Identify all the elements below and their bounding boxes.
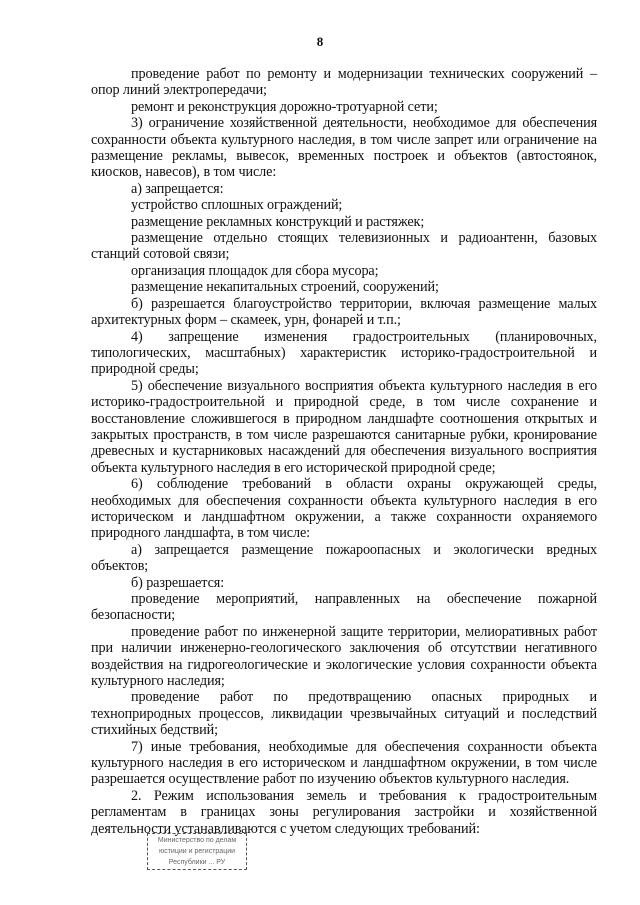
paragraph: размещение некапитальных строений, сооружений; [131, 279, 439, 296]
paragraph: ремонт и реконструкция дорожно-тротуарной сети; [131, 98, 438, 115]
paragraph: 7) иные требования, необходимые для обеспечения сохранности объекта культурного наследия в его историческом и ландшафтном окружении, в том числе разрешается осуществление работ по изучению объектов культурного наследия. [91, 738, 597, 788]
paragraph: проведение работ по предотвращению опасных природных и техноприродных процессов, ликвидации чрезвычайных ситуаций и последствий стихийных бедствий; [91, 689, 597, 739]
paragraph: размещение рекламных конструкций и растяжек; [131, 213, 425, 230]
paragraph: б) разрешается: [131, 574, 225, 591]
paragraph: размещение отдельно стоящих телевизионных и радиоантенн, базовых станций сотовой связи; [91, 230, 597, 263]
paragraph: организация площадок для сбора мусора; [131, 262, 379, 279]
stamp-line: Министерство по делам [157, 837, 237, 844]
document-body [91, 66, 597, 837]
paragraph: б) разрешается благоустройство территории, включая размещение малых архитектурных форм – скамеек, урн, фонарей и т.п.; [91, 295, 597, 329]
paragraph: а) запрещается размещение пожароопасных и экологически вредных объектов; [91, 541, 597, 575]
paragraph: проведение работ по ремонту и модернизации технических сооружений – опор линий электропередачи; [91, 66, 597, 99]
paragraph: а) запрещается: [131, 180, 224, 197]
paragraph: 3) ограничение хозяйственной деятельности, необходимое для обеспечения сохранности объекта культурного наследия, в том числе запрет или ограничение на размещение рекламы, вывесок, временных построек и объектов (автостоянок, киосков, навесов), в том числе: [91, 115, 597, 181]
paragraph: устройство сплошных ограждений; [131, 197, 343, 214]
paragraph: проведение работ по инженерной защите территории, мелиоративных работ при наличии инженерно-геологического заключения об отсутствии негативного воздействия на гидрогеологические и экологические условия сохранности объекта культурного наследия; [91, 623, 597, 690]
paragraph: 6) соблюдение требований в области охраны окружающей среды, необходимых для обеспечения сохранности объекта культурного наследия в его историческом и ландшафтном окружении, а также сохранности охраняемого природного ландшафта, в том числе: [91, 476, 597, 542]
paragraph: 2. Режим использования земель и требования к градостроительным регламентам в границах зоны регулирования застройки и хозяйственной деятельности устанавливаются с учетом следующих требований: [91, 787, 597, 837]
paragraph: 5) обеспечение визуального восприятия объекта культурного наследия в его историко-градостроительной и природной среде, в том числе сохранение и восстановление сложившегося в природном ландшафте соотношения открытых и закрытых пространств, в том числе разрешаются санитарные рубки, кронирование древесных и кустарниковых насаждений для обеспечения визуального восприятия объекта культурного наследия в его исторической природной среде; [91, 377, 597, 476]
stamp-line: Республики ... РУ [168, 859, 226, 866]
stamp-line: юстиции и регистрации [158, 848, 236, 855]
registration-stamp [147, 833, 247, 870]
page-number: 8 [316, 34, 324, 49]
paragraph: проведение мероприятий, направленных на обеспечение пожарной безопасности; [91, 591, 597, 624]
paragraph: 4) запрещение изменения градостроительных (планировочных, типологических, масштабных) характеристик историко-градостроительной и природной среды; [91, 328, 597, 378]
